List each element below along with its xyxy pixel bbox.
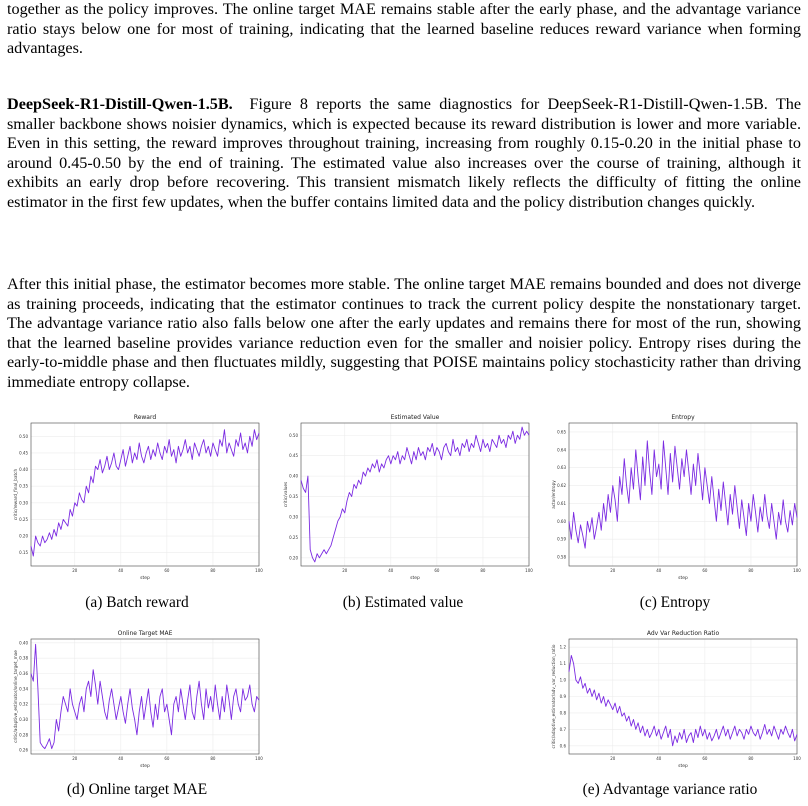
y-tick-label: 0.30	[19, 500, 28, 506]
y-tick-label: 0.40	[19, 640, 28, 646]
y-tick-label: 0.36	[19, 671, 28, 676]
x-tick-label: 100	[793, 756, 801, 761]
y-tick-label: 1.0	[559, 677, 566, 683]
x-tick-label: 80	[210, 568, 216, 573]
y-tick-label: 0.59	[557, 536, 566, 542]
y-tick-label: 0.45	[289, 453, 298, 459]
y-axis-label: actor/entropy	[551, 480, 556, 509]
y-tick-label: 0.32	[19, 701, 28, 707]
x-tick-label: 60	[434, 568, 440, 573]
y-tick-label: 0.15	[19, 550, 28, 556]
y-tick-label: 0.25	[19, 516, 28, 522]
y-tick-label: 0.25	[289, 534, 298, 540]
x-tick-label: 100	[793, 568, 801, 573]
chart-online-target-mae	[12, 628, 262, 770]
x-tick-label: 60	[702, 568, 708, 573]
series-line	[301, 427, 529, 562]
y-tick-label: 0.58	[557, 554, 566, 560]
y-axis-label: critic/adaptive_estimator/adv_var_reduction_ratio	[551, 644, 556, 749]
x-axis-label: step	[140, 764, 150, 769]
x-tick-label: 40	[118, 756, 124, 761]
chart-title: Entropy	[671, 414, 695, 421]
series-line	[569, 441, 797, 548]
x-tick-label: 40	[656, 756, 662, 761]
y-tick-label: 0.34	[19, 686, 28, 692]
caption-b: (b) Estimated value	[342, 594, 464, 611]
x-axis-label: step	[410, 576, 420, 581]
series-line	[569, 655, 797, 745]
x-tick-label: 40	[118, 568, 124, 573]
chart-reward	[12, 412, 262, 582]
chart-title: Reward	[133, 414, 157, 421]
x-tick-label: 20	[610, 568, 616, 573]
x-tick-label: 80	[480, 568, 486, 573]
y-tick-label: 0.63	[557, 465, 566, 471]
y-tick-label: 0.9	[559, 694, 566, 699]
chart-title: Online Target MAE	[117, 630, 173, 637]
y-tick-label: 0.35	[19, 483, 28, 489]
x-tick-label: 60	[702, 756, 708, 761]
x-tick-label: 20	[72, 568, 78, 573]
y-tick-label: 0.60	[557, 518, 566, 524]
x-tick-label: 60	[164, 756, 170, 761]
y-tick-label: 0.26	[19, 747, 28, 753]
y-tick-label: 0.38	[19, 655, 28, 661]
y-tick-label: 0.40	[19, 467, 28, 473]
y-tick-label: 0.50	[19, 433, 28, 439]
paragraph-continuation: together as the policy improves. The online target MAE remains stable after the early phase, and the advantage variance ratio stays below one for most of training, indicating that the learned baseline reduces reward variance when forming advantages.	[7, 0, 801, 58]
y-axis-label: critic/adaptive_estimator/online_target_mae	[13, 650, 18, 743]
paragraph-heading: DeepSeek-R1-Distill-Qwen-1.5B.	[7, 95, 233, 113]
x-axis-label: step	[678, 576, 688, 581]
x-tick-label: 100	[525, 568, 533, 573]
plot-frame	[31, 423, 259, 566]
y-tick-label: 0.64	[557, 447, 566, 453]
y-tick-label: 0.20	[289, 555, 298, 561]
x-tick-label: 20	[72, 756, 78, 761]
x-axis-label: step	[140, 576, 150, 581]
caption-e: (e) Advantage variance ratio	[582, 781, 758, 798]
x-tick-label: 40	[388, 568, 394, 573]
chart-title: Estimated Value	[390, 414, 440, 421]
caption-c: (c) Entropy	[639, 594, 711, 611]
chart-estimated-value	[282, 412, 532, 582]
y-tick-label: 0.6	[559, 743, 566, 749]
y-tick-label: 0.30	[19, 717, 28, 722]
chart-title: Adv Var Reduction Ratio	[646, 630, 720, 637]
y-tick-label: 1.1	[559, 661, 566, 667]
x-axis-label: step	[678, 764, 688, 769]
y-tick-label: 0.62	[557, 483, 566, 489]
y-tick-label: 0.30	[289, 514, 298, 520]
x-tick-label: 80	[210, 756, 216, 761]
y-tick-label: 0.7	[559, 726, 566, 732]
y-tick-label: 0.40	[289, 473, 298, 479]
y-tick-label: 0.8	[559, 710, 566, 716]
series-line	[31, 430, 259, 556]
x-tick-label: 40	[656, 568, 662, 573]
plot-frame	[569, 423, 797, 566]
plot-frame	[31, 639, 259, 754]
y-axis-label: critic/values	[283, 481, 288, 508]
paragraph-after-phase: After this initial phase, the estimator becomes more stable. The online target MAE remains bounded and does not diverge as training proceeds, indicating that the estimator continues to track the current policy despite the nonstationary target. The advantage variance ratio also falls below one after the early updates and remains there for most of the run, showing that the learned baseline provides variance reduction even for the smaller and noisier policy. Entropy rises during the early-to-middle phase and then fluctuates mildly, suggesting that POISE maintains policy stochasticity rather than driving immediate entropy collapse.	[7, 275, 801, 391]
y-tick-label: 1.2	[559, 644, 566, 650]
x-tick-label: 80	[748, 568, 754, 573]
y-tick-label: 0.65	[557, 429, 566, 435]
chart-entropy	[550, 412, 800, 582]
y-tick-label: 0.50	[289, 432, 298, 438]
caption-a: (a) Batch reward	[85, 594, 189, 611]
y-tick-label: 0.45	[19, 450, 28, 456]
x-tick-label: 20	[342, 568, 348, 573]
paragraph-deepseek	[7, 95, 801, 213]
caption-d: (d) Online target MAE	[66, 781, 208, 798]
paragraph-body: Figure 8 reports the same diagnostics for DeepSeek-R1-Distill-Qwen-1.5B. The smaller backbone shows noisier dynamics, which is expected because its reward distribution is lower and more variable. Even in this setting, the reward improves throughout training, increasing from roughly 0.15-0.20 in the initial phase to around 0.45-0.50 by the end of training. The estimated value also increases over the course of training, although it exhibits an early drop before recovering. This transient mismatch likely reflects the difficulty of fitting the online estimator in the first few updates, when the buffer contains limited data and the policy distribution changes quickly.	[7, 95, 802, 211]
x-tick-label: 100	[255, 568, 263, 573]
y-axis-label: critic/reward_final_batch	[13, 468, 18, 521]
y-tick-label: 0.35	[289, 494, 298, 500]
x-tick-label: 80	[748, 756, 754, 761]
y-tick-label: 0.20	[19, 533, 28, 539]
chart-adv-var-ratio	[550, 628, 800, 770]
x-tick-label: 100	[255, 756, 263, 761]
series-line	[31, 644, 259, 748]
y-tick-label: 0.28	[19, 732, 28, 738]
x-tick-label: 60	[164, 568, 170, 573]
y-tick-label: 0.61	[557, 500, 566, 506]
x-tick-label: 20	[610, 756, 616, 761]
